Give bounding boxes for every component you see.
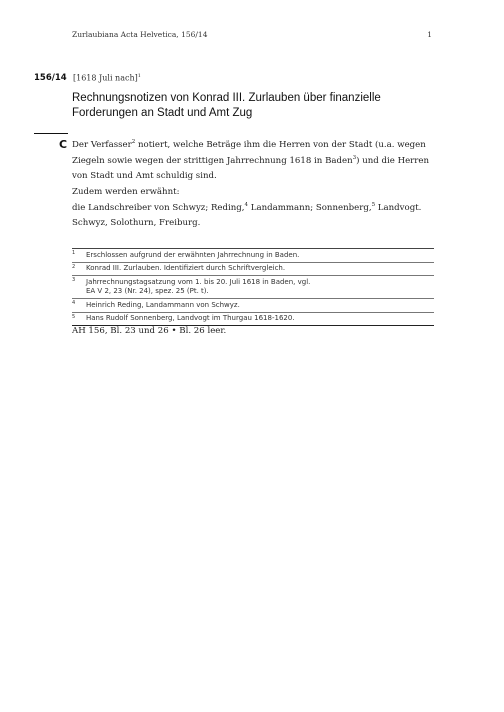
text-run: Landammann; Sonnenberg, <box>248 202 372 213</box>
section-rule <box>34 133 68 134</box>
text-run: die Landschreiber von Schwyz; Reding, <box>72 202 245 213</box>
footnote-text: Heinrich Reding, Landammann von Schwyz. <box>86 300 240 309</box>
footnote <box>72 263 434 277</box>
footnote-text: Hans Rudolf Sonnenberg, Landvogt im Thurgau 1618-1620. <box>86 314 295 322</box>
footnote-number: 1 <box>72 250 76 256</box>
footnote-ref: 4 <box>244 201 249 208</box>
footnote-number: 5 <box>72 313 76 320</box>
text-run: Zudem werden erwähnt: <box>72 187 180 197</box>
text-run: Landvogt. Schwyz, Solothurn, Freiburg. <box>72 202 422 228</box>
text-run: notiert, welche Beträge ihm die Herren von der Stadt (u.a. wegen Ziegeln sowie wegen der strittigen Jahrrechnung 1618 in Baden <box>72 140 426 166</box>
page-number: 1 <box>427 30 432 39</box>
footnote-number: 4 <box>72 300 76 306</box>
footnote-text: Konrad III. Zurlauben. Identifiziert durch Schriftvergleich. <box>86 264 286 272</box>
regest-marker: C <box>59 138 68 151</box>
archival-note: AH 156, Bl. 23 und 26 • Bl. 26 leer. <box>72 326 227 336</box>
regest-paragraph <box>72 138 434 185</box>
footnotes <box>72 248 434 326</box>
running-head-title: Zurlaubiana Acta Helvetica, 156/14 <box>72 30 208 39</box>
footnote-ref: 1 <box>137 73 141 79</box>
footnote-text: Jahrrechnungstagsatzung vom 1. bis 20. Juli 1618 in Baden, vgl. <box>86 277 311 286</box>
mentions-list <box>72 201 434 232</box>
text-run: ) und die Herren von Stadt und Amt schuldig sind. <box>72 155 430 181</box>
document-title-line: Forderungen an Stadt und Amt Zug <box>72 107 253 119</box>
text-run: Der Verfasser <box>72 140 132 150</box>
document-number: 156/14 <box>34 73 67 83</box>
document-date-text: [1618 Juli nach] <box>73 73 138 83</box>
document-title <box>72 91 432 121</box>
footnote <box>72 249 434 263</box>
footnote-ref: 5 <box>371 201 376 208</box>
footnote-text: EA V 2, 23 (Nr. 24), spez. 25 (Pt. t). <box>86 287 209 295</box>
footnote-text: Erschlossen aufgrund der erwähnten Jahrrechnung in Baden. <box>86 250 300 259</box>
footnote <box>72 276 434 299</box>
footnote-ref: 3 <box>352 154 357 161</box>
footnote-ref: 2 <box>131 139 136 146</box>
document-title-line: Rechnungsnotizen von Konrad III. Zurlauben über finanzielle <box>72 92 381 104</box>
mentions-paragraph <box>72 185 434 232</box>
document-date <box>73 73 141 83</box>
footnote-number: 3 <box>72 277 76 283</box>
footnote <box>72 299 434 313</box>
footnote <box>72 313 434 327</box>
footnote-number: 2 <box>72 263 76 270</box>
